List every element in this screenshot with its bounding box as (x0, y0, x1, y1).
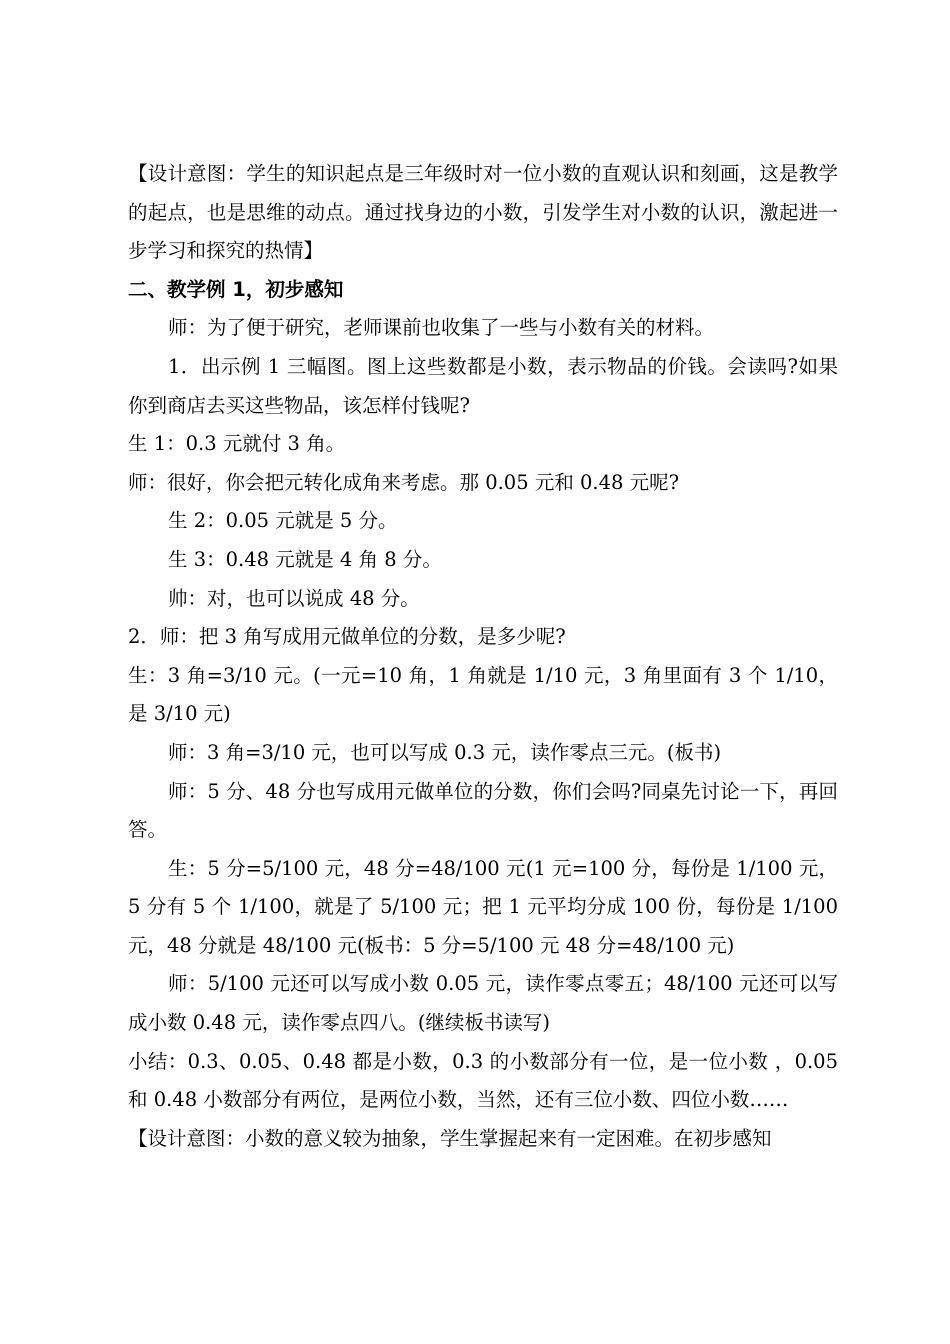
student-line: 生 2：0.05 元就是 5 分。 (168, 509, 398, 533)
summary-paragraph: 小结：0.3、0.05、0.48 都是小数，0.3 的小数部分有一位，是一位小数 ，0.05 和 0.48 小数部分有两位，是两位小数，当然，还有三位小数、四位小数…… (128, 1049, 838, 1112)
student-line: 生：5 分=5/100 元，48 分=48/100 元(1 元=100 分，每份是 1/100 元，5 分有 5 个 1/100，就是了 5/100 元；把 1 元平均分成 100 份，每份是 1/100 元，48 分就是 48/100 元(板书：5 分=5/100 元 48 分=48/100 元) (128, 856, 838, 957)
section-heading: 二、教学例 1，初步感知 (128, 277, 344, 301)
step-1-paragraph: 1．出示例 1 三幅图。图上这些数都是小数，表示物品的价钱。会读吗?如果你到商店去买这些物品，该怎样付钱呢? (128, 354, 838, 417)
teacher-line: 师：5 分、48 分也写成用元做单位的分数，你们会吗?同桌先讨论一下，再回答。 (128, 779, 838, 842)
teacher-line: 师：3 角=3/10 元，也可以写成 0.3 元，读作零点三元。(板书) (168, 740, 722, 764)
student-line: 生：3 角=3/10 元。(一元=10 角，1 角就是 1/10 元，3 角里面有 3 个 1/10，是 3/10 元) (128, 663, 838, 726)
document-body (128, 155, 838, 1158)
student-line: 生 3：0.48 元就是 4 角 8 分。 (168, 547, 442, 571)
teacher-line: 帅：对，也可以说成 48 分。 (168, 586, 420, 610)
teacher-line: 师：5/100 元还可以写成小数 0.05 元，读作零点零五；48/100 元还可以写成小数 0.48 元，读作零点四八。(继续板书读写) (128, 972, 838, 1035)
step-2-paragraph: 2．师：把 3 角写成用元做单位的分数，是多少呢? (128, 625, 566, 649)
student-line: 生 1：0.3 元就付 3 角。 (128, 432, 346, 456)
design-intent-paragraph: 【设计意图：小数的意义较为抽象，学生掌握起来有一定困难。在初步感知 (128, 1126, 772, 1150)
teacher-line: 师：很好，你会把元转化成角来考虑。那 0.05 元和 0.48 元呢? (128, 470, 680, 494)
design-intent-paragraph: 【设计意图：学生的知识起点是三年级时对一位小数的直观认识和刻画，这是教学的起点，也是思维的动点。通过找身边的小数，引发学生对小数的认识，激起进一步学习和探究的热情】 (128, 162, 838, 263)
teacher-line: 师：为了便于研究，老师课前也收集了一些与小数有关的材料。 (168, 316, 715, 340)
